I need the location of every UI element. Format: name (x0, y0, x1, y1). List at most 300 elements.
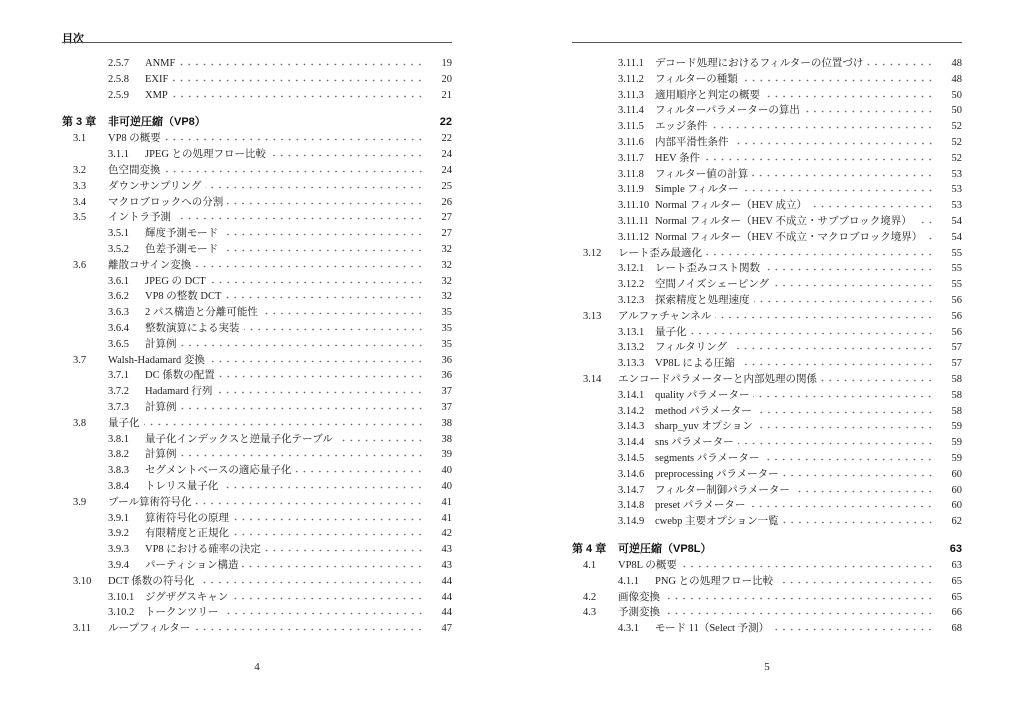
dot-leader (742, 72, 934, 82)
entry-number: 4.2 (583, 591, 597, 603)
toc-entry[interactable] (572, 261, 962, 276)
entry-page-number: 39 (441, 449, 452, 461)
toc-entry[interactable] (572, 483, 962, 498)
dot-leader (711, 119, 934, 129)
entry-title: 探索精度と処理速度 (655, 295, 750, 306)
toc-entry[interactable] (62, 400, 452, 415)
entry-title: ループフィルター (108, 623, 191, 635)
entry-number: 3.11.7 (618, 152, 644, 164)
dot-leader (821, 372, 934, 382)
dot-leader (664, 605, 934, 615)
entry-title: エッジ条件 (655, 121, 708, 133)
dot-leader (144, 416, 425, 426)
toc-entry[interactable] (62, 574, 452, 589)
dot-leader (295, 463, 424, 473)
toc-entry[interactable] (62, 511, 452, 526)
toc-entry[interactable] (572, 214, 962, 229)
entry-number: 第 4 章 (572, 543, 607, 555)
entry-title: VP8L による圧縮 (655, 358, 735, 370)
entry-title: フィルターの種類 (655, 73, 738, 85)
entry-number: 3.7 (73, 354, 87, 366)
entry-page-number: 53 (951, 200, 962, 212)
dot-leader (704, 151, 934, 161)
toc-entry[interactable] (62, 56, 452, 71)
toc-entry[interactable] (572, 419, 962, 434)
entry-page-number: 65 (951, 575, 962, 587)
toc-entry[interactable] (572, 621, 962, 636)
entry-title: 離散コサイン変換 (108, 259, 192, 271)
entry-number: 3.10 (73, 575, 92, 587)
entry-title: イントラ予測 (108, 212, 171, 224)
dot-leader (233, 526, 424, 536)
entry-title: 内部平滑性条件 (655, 137, 729, 148)
toc-entry[interactable] (572, 388, 962, 403)
toc-chapter-entry[interactable] (62, 115, 452, 130)
entry-title: 算術符号化の原理 (145, 512, 229, 524)
dot-leader (783, 467, 934, 477)
toc-entry[interactable] (572, 135, 962, 150)
entry-number: 3.6.2 (108, 291, 129, 303)
toc-entry[interactable] (572, 605, 962, 620)
entry-title: Hadamard 行列 (145, 386, 213, 398)
toc-entry[interactable] (572, 151, 962, 166)
page-number: 5 (764, 661, 770, 673)
entry-title: 可逆圧縮（VP8L） (618, 543, 712, 555)
entry-page-number: 60 (951, 468, 962, 480)
entry-page-number: 48 (951, 58, 962, 69)
entry-title: モード 11（Select 予測） (655, 623, 770, 635)
toc-entry[interactable] (572, 103, 962, 118)
entry-number: 3.9.1 (108, 512, 129, 524)
dot-leader (764, 88, 934, 98)
toc-entry[interactable] (572, 467, 962, 482)
entry-number: 3.6.1 (108, 275, 129, 287)
entry-number: 2.5.9 (108, 89, 129, 101)
dot-leader (165, 131, 424, 141)
entry-number: 4.3 (583, 607, 597, 619)
toc-entry[interactable] (572, 293, 962, 308)
entry-title: 適用順序と判定の概要 (655, 89, 760, 101)
entry-number: 3.12.1 (618, 263, 645, 275)
entry-title: アルファチャンネル (618, 310, 712, 322)
entry-title: preset パラメーター (655, 500, 746, 512)
dot-leader (181, 400, 425, 410)
toc-entry[interactable] (62, 542, 452, 557)
dot-leader (181, 447, 425, 457)
toc-chapter-entry[interactable] (572, 542, 962, 557)
entry-title: preprocessing パラメーター (655, 468, 779, 480)
entry-title: 非可逆圧縮（VP8） (108, 116, 206, 129)
entry-title: セグメントベースの適応量子化 (145, 465, 292, 477)
entry-page-number: 58 (951, 405, 962, 417)
entry-page-number: 44 (441, 591, 452, 603)
entry-page-number: 60 (951, 500, 962, 512)
toc-entry[interactable] (62, 179, 452, 194)
entry-title: ダウンサンプリング (108, 180, 202, 192)
entry-title: パーティション構造 (145, 560, 239, 571)
dot-leader (764, 261, 934, 271)
toc-entry[interactable] (572, 451, 962, 466)
entry-page-number: 35 (441, 323, 452, 334)
entry-page-number: 53 (951, 184, 962, 196)
entry-title: フィルタリング (655, 342, 728, 354)
right-page (572, 0, 962, 726)
entry-title: トークンツリー (145, 607, 219, 619)
entry-title: トレリス量子化 (145, 481, 219, 492)
entry-page-number: 52 (951, 137, 962, 148)
entry-page-number: 41 (441, 496, 452, 508)
toc-entry[interactable] (62, 463, 452, 478)
toc-entry[interactable] (572, 325, 962, 340)
entry-title: 量子化インデックスと逆量子化テーブル (145, 433, 333, 445)
toc-entry[interactable] (62, 384, 452, 399)
toc-entry[interactable] (572, 119, 962, 134)
toc-entry[interactable] (62, 447, 452, 462)
dot-leader (773, 277, 934, 287)
entry-page-number: 52 (951, 121, 962, 133)
toc-entry[interactable] (572, 182, 962, 197)
entry-page-number: 50 (951, 89, 962, 101)
entry-title: ANMF (145, 58, 176, 69)
entry-number: 3.14.6 (618, 468, 645, 480)
toc-entry[interactable] (572, 372, 962, 387)
dot-leader (210, 274, 424, 284)
dot-leader (227, 195, 424, 205)
toc-entry[interactable] (62, 242, 452, 257)
entry-title: 量子化 (108, 417, 140, 429)
dot-leader (753, 388, 934, 398)
entry-page-number: 55 (951, 247, 962, 259)
entry-number: 3.11.8 (618, 168, 644, 180)
toc-entry[interactable] (572, 167, 962, 182)
entry-title: VP8 の概要 (108, 133, 161, 145)
dot-leader (749, 498, 934, 508)
entry-page-number: 59 (951, 437, 962, 449)
toc-entry[interactable] (572, 574, 962, 589)
entry-title: VP8L の概要 (618, 560, 677, 571)
entry-page-number: 38 (441, 417, 452, 429)
dot-leader (731, 340, 934, 350)
entry-number: 3.9 (73, 496, 87, 508)
entry-number: 3.14 (583, 374, 602, 385)
toc-entry[interactable] (572, 246, 962, 261)
toc-entry[interactable] (62, 289, 452, 304)
entry-page-number: 68 (951, 623, 962, 635)
entry-page-number: 52 (951, 152, 962, 164)
entry-title: XMP (145, 89, 168, 101)
entry-page-number: 50 (951, 105, 962, 117)
entry-number: 3.7.3 (108, 402, 129, 413)
entry-page-number: 65 (951, 591, 962, 603)
toc-entry[interactable] (62, 210, 452, 225)
entry-number: 3.12.3 (618, 295, 645, 306)
toc-entry[interactable] (62, 416, 452, 431)
entry-number: 3.13.3 (618, 358, 645, 370)
entry-title: デコード処理におけるフィルターの位置づけ (655, 58, 864, 69)
entry-number: 3.7.1 (108, 370, 129, 382)
entry-number: 3.14.9 (618, 516, 645, 528)
entry-number: 3.14.5 (618, 453, 645, 464)
entry-title: 計算例 (145, 402, 177, 413)
entry-number: 3.10.2 (108, 607, 135, 619)
entry-title: レート歪み最適化 (618, 247, 702, 259)
entry-page-number: 53 (951, 168, 962, 180)
entry-number: 3.13 (583, 310, 602, 322)
toc-entry[interactable] (572, 435, 962, 450)
entry-number: 3.14.2 (618, 405, 645, 417)
entry-title: sns パラメーター (655, 437, 734, 449)
toc-entry[interactable] (572, 198, 962, 213)
entry-number: 3.6.3 (108, 307, 129, 319)
toc-entry[interactable] (62, 131, 452, 146)
entry-title: レート歪みコスト関数 (655, 263, 760, 275)
entry-title: 量子化 (655, 326, 687, 338)
entry-number: 4.1.1 (618, 575, 639, 587)
entry-title: 色空間変換 (108, 165, 161, 176)
left-page (62, 0, 452, 726)
entry-number: 2.5.8 (108, 73, 129, 85)
entry-number: 3.11.5 (618, 121, 644, 133)
dot-leader (222, 479, 424, 489)
dot-leader (181, 337, 425, 347)
entry-title: 計算例 (145, 338, 177, 350)
entry-title: ブール算術符号化 (108, 496, 192, 508)
dot-leader (165, 163, 425, 173)
entry-page-number: 48 (951, 73, 962, 85)
dot-leader (664, 590, 934, 600)
entry-number: 2.5.7 (108, 58, 129, 69)
entry-title: 2 パス構造と分離可能性 (145, 307, 258, 319)
entry-page-number: 37 (441, 402, 452, 413)
dot-leader (270, 147, 424, 157)
entry-number: 3.12 (583, 247, 602, 259)
entry-page-number: 40 (441, 465, 452, 477)
dot-leader (175, 210, 424, 220)
toc-entry[interactable] (572, 404, 962, 419)
toc-entry[interactable] (62, 479, 452, 494)
dot-leader (773, 621, 934, 631)
entry-page-number: 20 (441, 73, 452, 85)
entry-page-number: 36 (441, 354, 452, 366)
toc-entry[interactable] (62, 258, 452, 273)
entry-number: 3.5.1 (108, 228, 129, 240)
entry-number: 3.9.3 (108, 544, 129, 556)
entry-title: マクロブロックへの分割 (108, 196, 224, 208)
toc-entry[interactable] (62, 621, 452, 636)
toc-entry[interactable] (62, 321, 452, 336)
entry-number: 3.11.3 (618, 89, 644, 101)
entry-number: 3.2 (73, 165, 87, 176)
entry-title: EXIF (145, 73, 169, 85)
entry-number: 3.7.2 (108, 386, 129, 398)
toc-entry[interactable] (62, 368, 452, 383)
entry-title: JPEG との処理フロー比較 (145, 149, 267, 161)
entry-number: 3.11 (73, 623, 91, 635)
dot-leader (205, 179, 424, 189)
entry-title: Simple フィルター (655, 184, 739, 196)
entry-number: 第 3 章 (62, 116, 97, 129)
dot-leader (706, 246, 934, 256)
entry-number: 4.1 (583, 560, 597, 571)
entry-page-number: 55 (951, 279, 962, 291)
toc-entry[interactable] (62, 605, 452, 620)
dot-leader (262, 305, 424, 315)
entry-title: cwebp 主要オプション一覧 (655, 516, 779, 528)
entry-title: 整数演算による実装 (145, 323, 240, 334)
dot-leader (754, 293, 935, 303)
toc-entry[interactable] (62, 72, 452, 87)
entry-page-number: 22 (441, 133, 452, 145)
dot-leader (195, 495, 424, 505)
dot-leader (867, 56, 934, 66)
entry-title: 輝度予測モード (145, 228, 219, 240)
dot-leader (194, 621, 424, 631)
toc-entry[interactable] (62, 495, 452, 510)
toc-entry[interactable] (572, 514, 962, 529)
entry-number: 4.3.1 (618, 623, 639, 635)
dot-leader (222, 226, 424, 236)
dot-leader (209, 353, 424, 363)
entry-page-number: 63 (949, 543, 962, 555)
entry-title: VP8 における確率の決定 (145, 544, 261, 556)
toc-entry[interactable] (62, 558, 452, 573)
entry-page-number: 59 (951, 421, 962, 433)
entry-page-number: 37 (441, 386, 452, 398)
entry-title: DC 係数の配置 (145, 370, 215, 382)
toc-entry[interactable] (62, 147, 452, 162)
entry-page-number: 27 (441, 228, 452, 240)
entry-title: Walsh-Hadamard 変換 (108, 354, 205, 366)
entry-page-number: 38 (441, 433, 452, 445)
toc-entry[interactable] (572, 230, 962, 245)
entry-number: 3.1 (73, 133, 87, 145)
entry-title: DCT 係数の符号化 (108, 575, 195, 587)
entry-number: 3.11.12 (618, 231, 650, 243)
dot-leader (743, 182, 934, 192)
toc-entry[interactable] (572, 88, 962, 103)
entry-page-number: 56 (951, 310, 962, 322)
toc-entry[interactable] (62, 337, 452, 352)
toc-entry[interactable] (62, 526, 452, 541)
dot-leader (739, 356, 934, 366)
entry-page-number: 57 (951, 342, 962, 354)
toc-entry[interactable] (62, 305, 452, 320)
entry-title: Normal フィルター（HEV 成立） (655, 200, 807, 212)
entry-number: 3.11.9 (618, 184, 644, 196)
entry-page-number: 43 (441, 544, 452, 556)
entry-title: PNG との処理フロー比較 (655, 575, 774, 587)
dot-leader (225, 289, 424, 299)
entry-page-number: 57 (951, 358, 962, 370)
entry-title: 予測変換 (618, 607, 660, 619)
entry-title: VP8 の整数 DCT (145, 291, 222, 303)
entry-number: 3.8.4 (108, 481, 129, 492)
toc-entry[interactable] (62, 274, 452, 289)
dot-leader (242, 558, 424, 568)
entry-page-number: 62 (951, 516, 962, 528)
dot-leader (179, 56, 424, 66)
entry-page-number: 41 (441, 512, 452, 524)
entry-page-number: 26 (441, 196, 452, 208)
entry-page-number: 55 (951, 263, 962, 275)
toc-entry[interactable] (62, 163, 452, 178)
entry-title: JPEG の DCT (145, 275, 206, 287)
toc-entry[interactable] (62, 590, 452, 605)
entry-page-number: 24 (441, 149, 452, 161)
entry-number: 3.14.3 (618, 421, 645, 433)
dot-leader (195, 258, 424, 268)
entry-number: 3.11.6 (618, 137, 644, 148)
toc-entry[interactable] (572, 277, 962, 292)
toc-entry[interactable] (62, 195, 452, 210)
dot-leader (777, 574, 934, 584)
toc-entry[interactable] (572, 590, 962, 605)
dot-leader (337, 432, 424, 442)
entry-number: 3.9.4 (108, 560, 129, 571)
dot-leader (926, 230, 934, 240)
toc-entry[interactable] (572, 356, 962, 371)
toc-entry[interactable] (572, 72, 962, 87)
entry-page-number: 63 (951, 560, 962, 571)
dot-leader (783, 514, 934, 524)
entry-title: sharp_yuv オプション (655, 421, 753, 433)
dot-leader (172, 72, 424, 82)
entry-number: 3.5 (73, 212, 87, 224)
entry-number: 3.12.2 (618, 279, 645, 291)
toc-entry[interactable] (572, 309, 962, 324)
toc-entry[interactable] (62, 353, 452, 368)
entry-number: 3.8.1 (108, 433, 129, 445)
entry-title: Normal フィルター（HEV 不成立・サブブロック境界） (655, 216, 912, 227)
entry-page-number: 47 (441, 623, 452, 635)
entry-page-number: 32 (441, 244, 452, 255)
entry-number: 3.11.11 (618, 216, 649, 227)
entry-number: 3.1.1 (108, 149, 129, 161)
entry-title: HEV 条件 (655, 152, 701, 164)
entry-page-number: 44 (441, 607, 452, 619)
dot-leader (763, 451, 934, 461)
dot-leader (210, 115, 424, 125)
page-number: 4 (254, 661, 260, 673)
entry-page-number: 60 (951, 484, 962, 496)
entry-title: method パラメーター (655, 405, 752, 417)
toc-entry[interactable] (572, 56, 962, 71)
running-head: 目次 (62, 33, 84, 45)
entry-number: 3.8 (73, 417, 87, 429)
dot-leader (222, 242, 424, 252)
entry-page-number: 54 (951, 231, 962, 243)
dot-leader (756, 404, 934, 414)
dot-leader (733, 135, 935, 145)
toc-entry[interactable] (572, 498, 962, 513)
dot-leader (219, 368, 424, 378)
entry-number: 3.13.2 (618, 342, 645, 354)
entry-page-number: 27 (441, 212, 452, 224)
entry-page-number: 40 (441, 481, 452, 492)
toc-entry[interactable] (62, 226, 452, 241)
dot-leader (232, 590, 424, 600)
toc-entry[interactable] (62, 88, 452, 103)
dot-leader (794, 483, 934, 493)
entry-page-number: 54 (951, 216, 962, 227)
toc-entry[interactable] (62, 432, 452, 447)
entry-page-number: 58 (951, 389, 962, 401)
toc-entry[interactable] (572, 558, 962, 573)
dot-leader (198, 574, 424, 584)
toc-entry[interactable] (572, 340, 962, 355)
entry-title: quality パラメーター (655, 389, 750, 401)
entry-number: 3.4 (73, 196, 87, 208)
